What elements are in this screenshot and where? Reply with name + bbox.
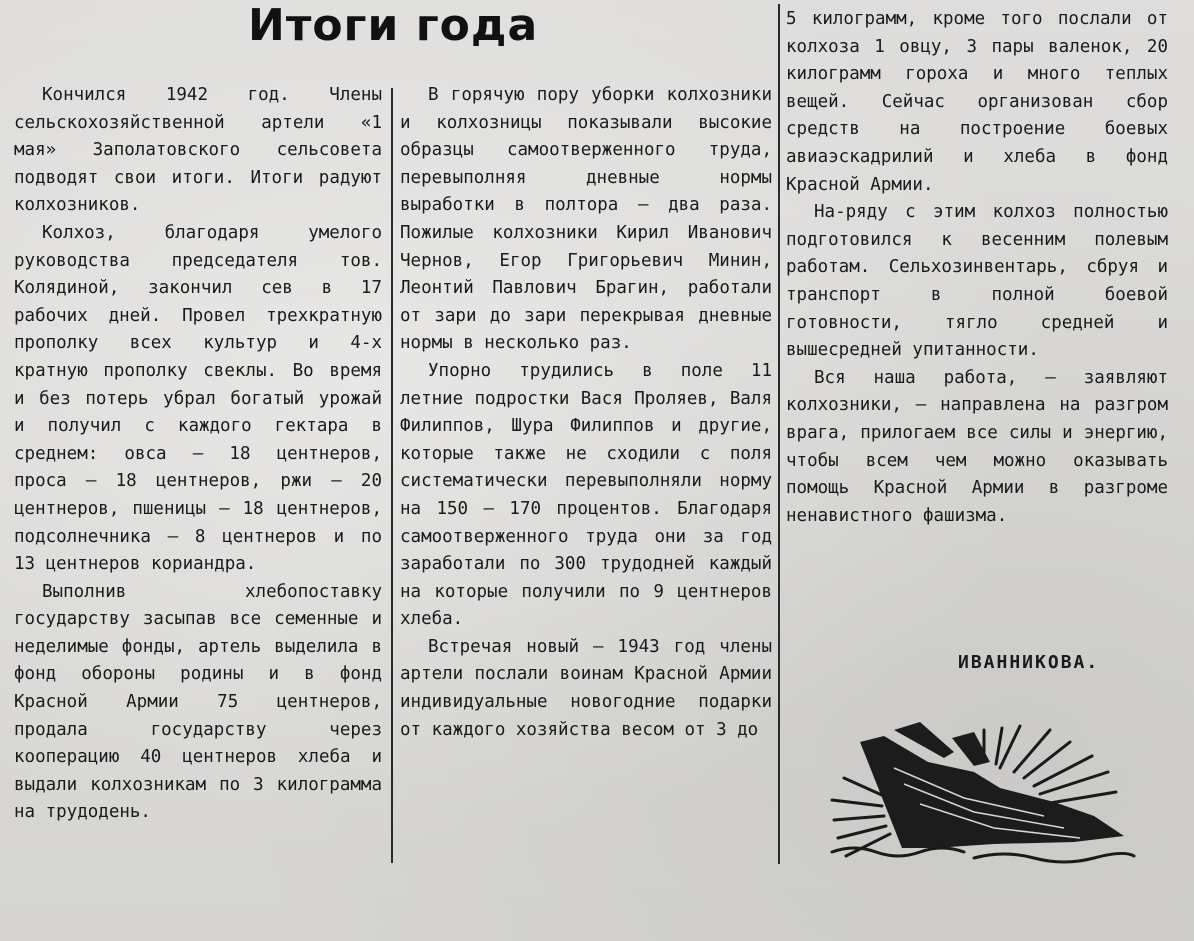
author-signature: ИВАННИКОВА. xyxy=(958,652,1100,673)
ship-with-sunrays-icon xyxy=(824,708,1142,868)
paragraph: Встречая новый — 1943 год члены артели послали воинам Красной Армии индивидуальные новогодние подарки от каждого хозяйства весом от 3 до xyxy=(400,636,772,740)
paragraph: Выполнив хлебопоставку государству засыпав все семенные и неделимые фонды, артель выделила в фонд обороны родины и в фонд Красной Армии 75 центнеров, продала государству через кооперацию 40 центнеров хлеба и выдали колхозникам по 3 килограмма на трудодень. xyxy=(14,581,382,823)
paragraph: Колхоз, благодаря умелого руководства председателя тов. Колядиной, закончил сев в 17 рабочих дней. Провел трехкратную прополку всех культур и 4-х кратную прополку свеклы. Во время и без потерь убрал богатый урожай и получил с каждого гектара в среднем: овса — 18 центнеров, проса — 18 центнеров, ржи — 20 центнеров, пшеницы — 18 центнеров, подсолнечника — 8 центнеров и по 13 центнеров кориандра. xyxy=(14,222,382,575)
article-headline: Итоги года xyxy=(248,0,539,51)
paragraph: Кончился 1942 год. Члены сельскохозяйственной артели «1 мая» Заполатовского сельсовета подводят свои итоги. Итоги радуют колхозников. xyxy=(14,85,382,216)
paragraph: Упорно трудились в поле 11 летние подростки Вася Проляев, Валя Филиппов, Шура Филиппов и другие, которые также не сходили с поля систематически перевыполняли норму на 150 — 170 процентов. Благодаря самоотверженного труда они за год заработали по 300 трудодней каждый на которые получили по 9 центнеров хлеба. xyxy=(400,360,772,630)
paragraph: 5 килограмм, кроме того послали от колхоза 1 овцу, 3 пары валенок, 20 килограмм гороха и много теплых вещей. Сейчас организован сбор средств на построение боевых авиаэскадрилий и хлеба в фонд Красной Армии. xyxy=(786,9,1168,195)
article-column-2 xyxy=(400,82,772,744)
column-divider-left xyxy=(391,88,393,863)
article-column-3 xyxy=(786,6,1168,530)
column-divider-right xyxy=(778,4,780,864)
article-column-1 xyxy=(14,82,382,827)
paragraph: В горячую пору уборки колхозники и колхозницы показывали высокие образцы самоотверженного труда, перевыполняя дневные нормы выработки в полтора — два раза. Пожилые колхозники Кирил Иванович Чернов, Егор Григорьевич Минин, Леонтий Павлович Брагин, работали от зари до зари перекрывая дневные нормы в несколько раз. xyxy=(400,85,772,354)
paragraph: На-ряду с этим колхоз полностью подготовился к весенним полевым работам. Сельхозинвентарь, сбруя и транспорт в полной боевой готовности, тягло средней и вышесредней упитанности. xyxy=(786,202,1168,361)
paragraph: Вся наша работа, — заявляют колхозники, — направлена на разгром врага, прилогаем все силы и энергию, чтобы всем чем можно оказывать помощь Красной Армии в разгроме ненавистного фашизма. xyxy=(786,367,1168,526)
